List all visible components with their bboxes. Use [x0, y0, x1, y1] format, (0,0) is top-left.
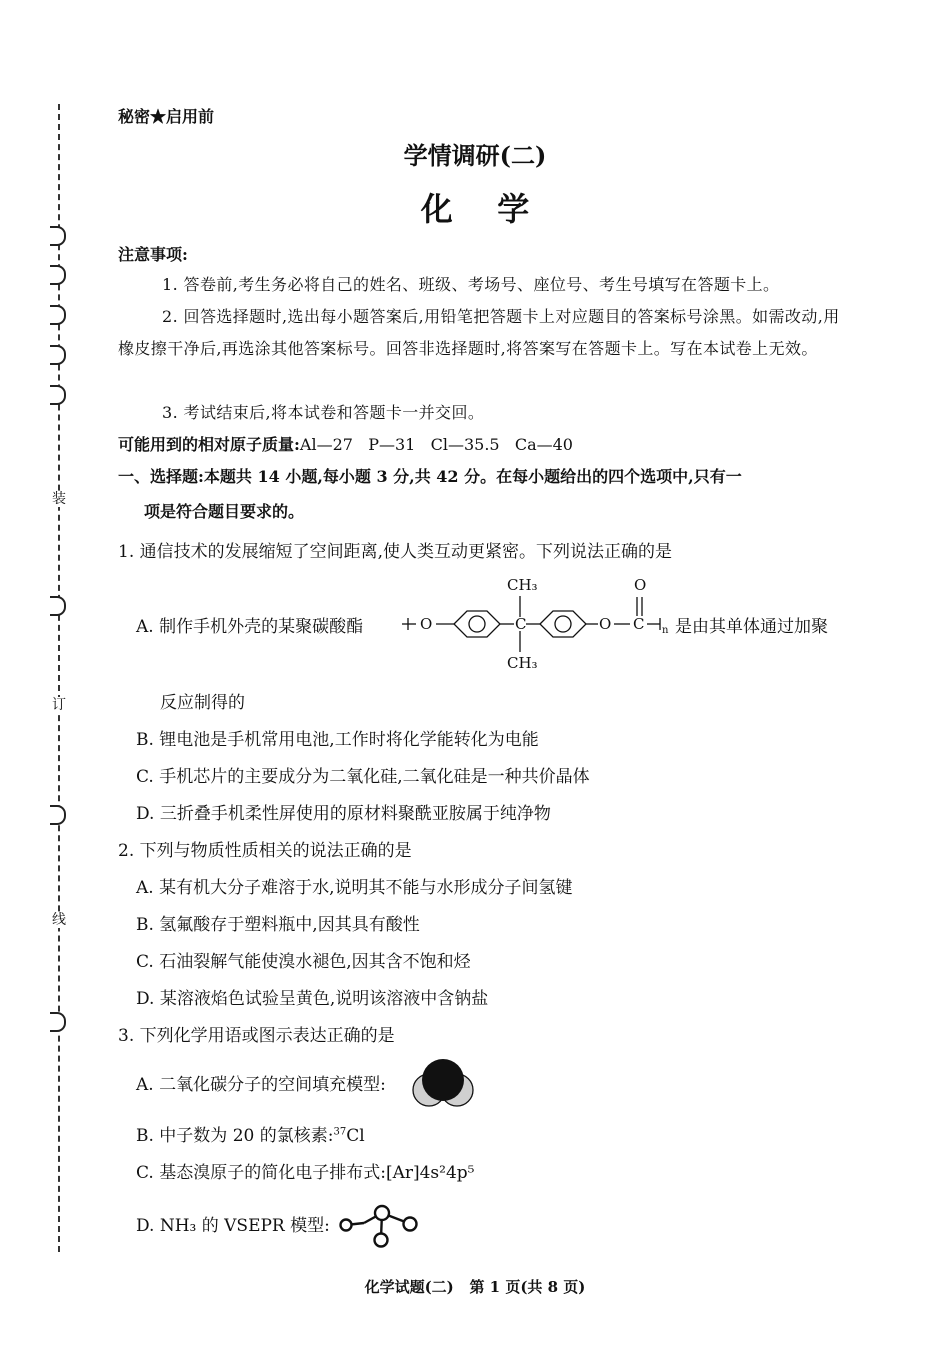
binding-hole — [50, 1012, 66, 1032]
nh3-vsepr-model-icon — [338, 1198, 426, 1248]
note-item: 2. 回答选择题时,选出每小题答案后,用铅笔把答题卡上对应题目的答案标号涂黑。如需改动,用橡皮擦干净后,再选涂其他答案标号。回答非选择题时,将答案写在答题卡上。写在本试卷上无效。 — [118, 307, 840, 358]
subject-title: 化 学 — [420, 190, 530, 228]
binding-hole — [50, 805, 66, 825]
q3-option-b-mass-number: 37 — [333, 1126, 347, 1138]
q3-option-c-config: [Ar]4s²4p⁵ — [385, 1163, 475, 1183]
margin-mark-mid: 订 — [52, 697, 66, 713]
notes-heading: 注意事项: — [118, 245, 188, 264]
formula-oxygen: O — [420, 615, 433, 633]
binding-hole — [50, 596, 66, 616]
binding-hole — [50, 345, 66, 365]
formula-methyl-bottom: CH₃ — [507, 654, 538, 672]
section-heading-line2: 项是符合题目要求的。 — [144, 502, 305, 521]
q1-stem: 1. 通信技术的发展缩短了空间距离,使人类互动更紧密。下列说法正确的是 — [118, 542, 673, 562]
binding-hole — [50, 385, 66, 405]
atomic-masses-label: 可能用到的相对原子质量: — [118, 435, 300, 454]
q3-option-b-text: B. 中子数为 20 的氯核素: — [136, 1126, 334, 1146]
q2-option-d: D. 某溶液焰色试验呈黄色,说明该溶液中含钠盐 — [136, 989, 489, 1009]
atomic-masses — [118, 432, 573, 455]
formula-carbonyl-carbon: C — [633, 615, 645, 633]
exam-title: 学情调研(二) — [403, 141, 547, 170]
binding-hole — [50, 265, 66, 285]
formula-repeat-n: n — [662, 625, 669, 636]
note-item: 3. 考试结束后,将本试卷和答题卡一并交回。 — [162, 403, 485, 422]
q1-option-a-prefix: A. 制作手机外壳的某聚碳酸酯 — [136, 617, 364, 637]
q1-option-c: C. 手机芯片的主要成分为二氧化硅,二氧化硅是一种共价晶体 — [136, 767, 590, 787]
q3-option-a: A. 二氧化碳分子的空间填充模型: — [136, 1075, 386, 1095]
formula-carbon: C — [515, 615, 527, 633]
q2-option-c: C. 石油裂解气能使溴水褪色,因其含不饱和烃 — [136, 952, 471, 972]
note-item: 1. 答卷前,考生务必将自己的姓名、班级、考场号、座位号、考生号填写在答题卡上。 — [162, 275, 780, 294]
binding-hole — [50, 305, 66, 325]
q3-option-b — [136, 1121, 365, 1146]
q2-option-a: A. 某有机大分子难溶于水,说明其不能与水形成分子间氢键 — [136, 878, 573, 898]
secret-label: 秘密★启用前 — [118, 107, 215, 126]
formula-methyl-top: CH₃ — [507, 576, 538, 594]
formula-oxygen: O — [599, 615, 612, 633]
margin-mark-inner: 线 — [52, 912, 66, 928]
q1-option-d: D. 三折叠手机柔性屏使用的原材料聚酰亚胺属于纯净物 — [136, 804, 551, 824]
q2-option-b: B. 氢氟酸存于塑料瓶中,因其具有酸性 — [136, 915, 420, 935]
q2-stem: 2. 下列与物质性质相关的说法正确的是 — [118, 841, 412, 861]
q1-option-a-suffix: 是由其单体通过加聚 — [675, 617, 828, 637]
q3-option-c — [136, 1158, 474, 1183]
co2-space-filling-model-icon — [410, 1055, 476, 1111]
margin-mark-outer: 装 — [52, 491, 66, 507]
polycarbonate-structure — [398, 572, 673, 672]
q3-stem: 3. 下列化学用语或图示表达正确的是 — [118, 1026, 395, 1046]
page-footer: 化学试题(二) 第 1 页(共 8 页) — [364, 1278, 586, 1296]
atomic-masses-values: Al—27 P—31 Cl—35.5 Ca—40 — [299, 435, 573, 454]
q1-option-a-continued: 反应制得的 — [160, 693, 245, 713]
q3-option-d: D. NH₃ 的 VSEPR 模型: — [136, 1216, 330, 1236]
formula-carbonyl-oxygen: O — [634, 576, 647, 594]
q1-option-b: B. 锂电池是手机常用电池,工作时将化学能转化为电能 — [136, 730, 539, 750]
q3-option-b-symbol: Cl — [346, 1126, 365, 1146]
q3-option-c-text: C. 基态溴原子的简化电子排布式: — [136, 1163, 386, 1183]
section-heading-line1: 一、选择题:本题共 14 小题,每小题 3 分,共 42 分。在每小题给出的四个选项中,只有一 — [118, 467, 742, 486]
